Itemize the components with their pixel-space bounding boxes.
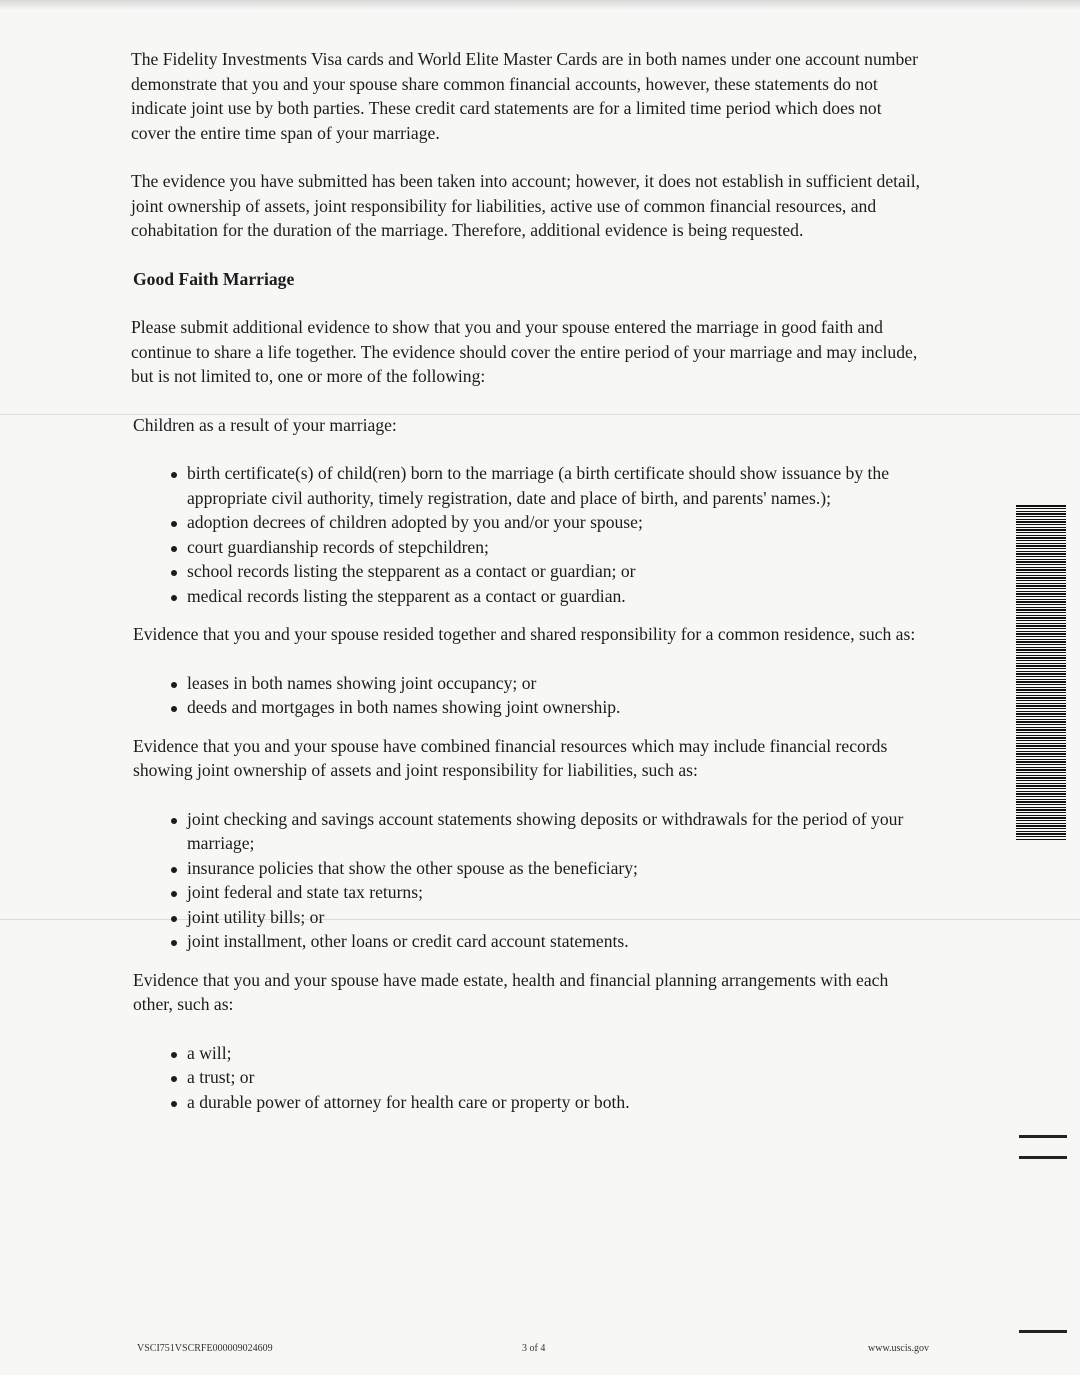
omr-mark: [1019, 1156, 1067, 1159]
list-item: a trust; or: [171, 1065, 921, 1090]
residence-intro: Evidence that you and your spouse resided together and shared responsibility for a common residence, such as:: [133, 624, 916, 644]
barcode: [1016, 505, 1066, 840]
planning-list: [171, 1041, 921, 1115]
omr-mark: [1019, 1330, 1067, 1333]
planning-intro: Evidence that you and your spouse have made estate, health and financial planning arrangements with each other, such as:: [133, 969, 889, 1014]
list-item: school records listing the stepparent as a contact or guardian; or: [171, 559, 921, 584]
list-item: adoption decrees of children adopted by you and/or your spouse;: [171, 510, 921, 535]
financial-intro: Evidence that you and your spouse have combined financial resources which may include financial records showing joint ownership of assets and joint responsibility for liabilities, such as:: [133, 735, 888, 780]
list-item: joint checking and savings account statements showing deposits or withdrawals for the period of your marriage;: [171, 807, 921, 856]
financial-list: [171, 807, 921, 954]
list-item: leases in both names showing joint occupancy; or: [171, 671, 921, 696]
list-item: joint utility bills; or: [171, 905, 921, 930]
residence-list: [171, 671, 921, 720]
list-item: a durable power of attorney for health care or property or both.: [171, 1090, 921, 1115]
list-item: joint federal and state tax returns;: [171, 880, 921, 905]
section-heading: Good Faith Marriage: [133, 268, 295, 289]
paragraph-request: Please submit additional evidence to show that you and your spouse entered the marriage in good faith and continue to share a life together. The evidence should cover the entire period of your marriage and may include, but is not limited to, one or more of the following:: [131, 317, 918, 386]
omr-mark: [1019, 1135, 1067, 1138]
list-item: medical records listing the stepparent as a contact or guardian.: [171, 584, 921, 609]
footer-website: www.uscis.gov: [868, 1343, 930, 1354]
list-item: deeds and mortgages in both names showing joint ownership.: [171, 695, 921, 720]
list-item: joint installment, other loans or credit card account statements.: [171, 929, 921, 954]
footer-page-number: 3 of 4: [522, 1343, 546, 1354]
children-list: [171, 461, 921, 608]
page-top-shadow: [0, 0, 1080, 10]
list-item: birth certificate(s) of child(ren) born to the marriage (a birth certificate should show issuance by the appropriate civil authority, timely registration, date and place of birth, and parents' names.);: [171, 461, 921, 510]
paragraph-evidence-insufficient: The evidence you have submitted has been taken into account; however, it does not establish in sufficient detail, joint ownership of assets, joint responsibility for liabilities, active use of common financial resources, and cohabitation for the duration of the marriage. Therefore, additional evidence is being requested.: [131, 171, 920, 240]
list-item: court guardianship records of stepchildren;: [171, 535, 921, 560]
paragraph-credit-cards: The Fidelity Investments Visa cards and World Elite Master Cards are in both names under one account number demonstrate that you and your spouse share common financial accounts, however, these statements do not indicate joint use by both parties. These credit card statements are for a limited time period which does not cover the entire time span of your marriage.: [131, 49, 918, 143]
footer-document-code: VSCI751VSCRFE000009024609: [137, 1343, 273, 1354]
list-item: a will;: [171, 1041, 921, 1066]
list-item: insurance policies that show the other spouse as the beneficiary;: [171, 856, 921, 881]
children-intro: Children as a result of your marriage:: [133, 414, 397, 435]
letter-body: [131, 47, 921, 1128]
